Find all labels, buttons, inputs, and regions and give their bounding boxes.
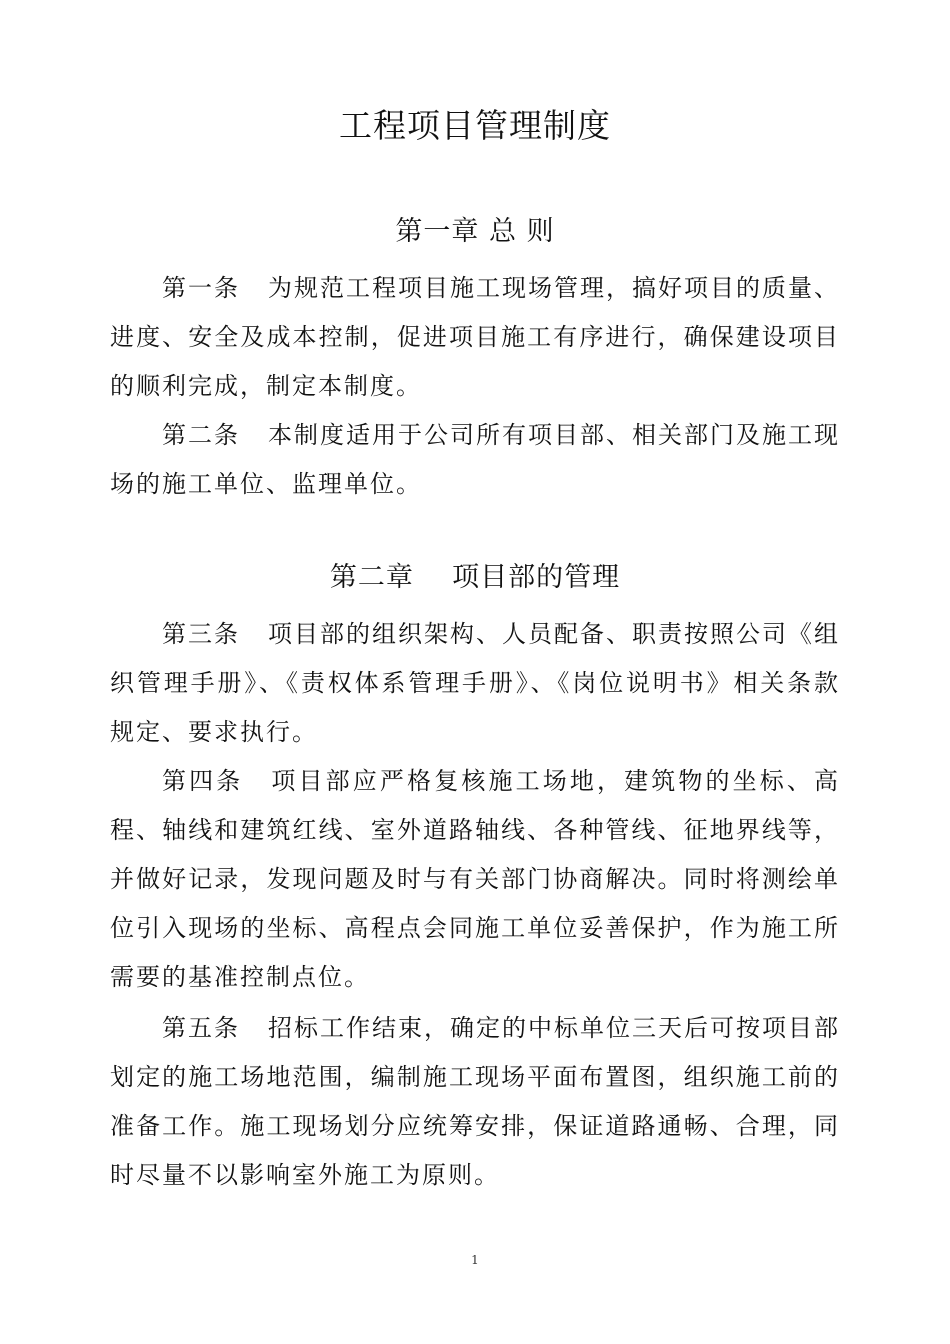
article-3 [110,610,840,757]
article-3-text: 项目部的组织架构、人员配备、职责按照公司《组织管理手册》、《责权体系管理手册》、《岗位说明书》相关条款规定、要求执行。 [110,620,840,746]
article-1-label: 第一条 [162,274,240,302]
article-5-text: 招标工作结束，确定的中标单位三天后可按项目部划定的施工场地范围，编制施工现场平面布置图，组织施工前的准备工作。施工现场划分应统筹安排，保证道路通畅、合理，同时尽量不以影响室外施工为原则。 [110,1014,840,1189]
article-2-label: 第二条 [162,421,240,449]
article-1 [110,264,840,411]
document-title: 工程项目管理制度 [339,106,611,145]
article-4 [110,757,840,1002]
article-5-label: 第五条 [162,1014,240,1042]
article-2 [110,411,840,509]
article-5 [110,1004,840,1200]
article-1-text: 为规范工程项目施工现场管理，搞好项目的质量、进度、安全及成本控制，促进项目施工有序进行，确保建设项目的顺利完成，制定本制度。 [110,274,840,400]
article-2-text: 本制度适用于公司所有项目部、相关部门及施工现场的施工单位、监理单位。 [110,421,840,498]
article-4-label: 第四条 [162,767,244,795]
article-4-text: 项目部应严格复核施工场地，建筑物的坐标、高程、轴线和建筑红线、室外道路轴线、各种管线、征地界线等，并做好记录，发现问题及时与有关部门协商解决。同时将测绘单位引入现场的坐标、高程点会同施工单位妥善保护，作为施工所需要的基准控制点位。 [110,767,841,991]
article-3-label: 第三条 [162,620,240,648]
chapter-1-title: 第一章 总 则 [395,216,555,247]
page-number: 1 [471,1253,479,1267]
chapter-2-title: 第二章 项目部的管理 [329,562,621,593]
